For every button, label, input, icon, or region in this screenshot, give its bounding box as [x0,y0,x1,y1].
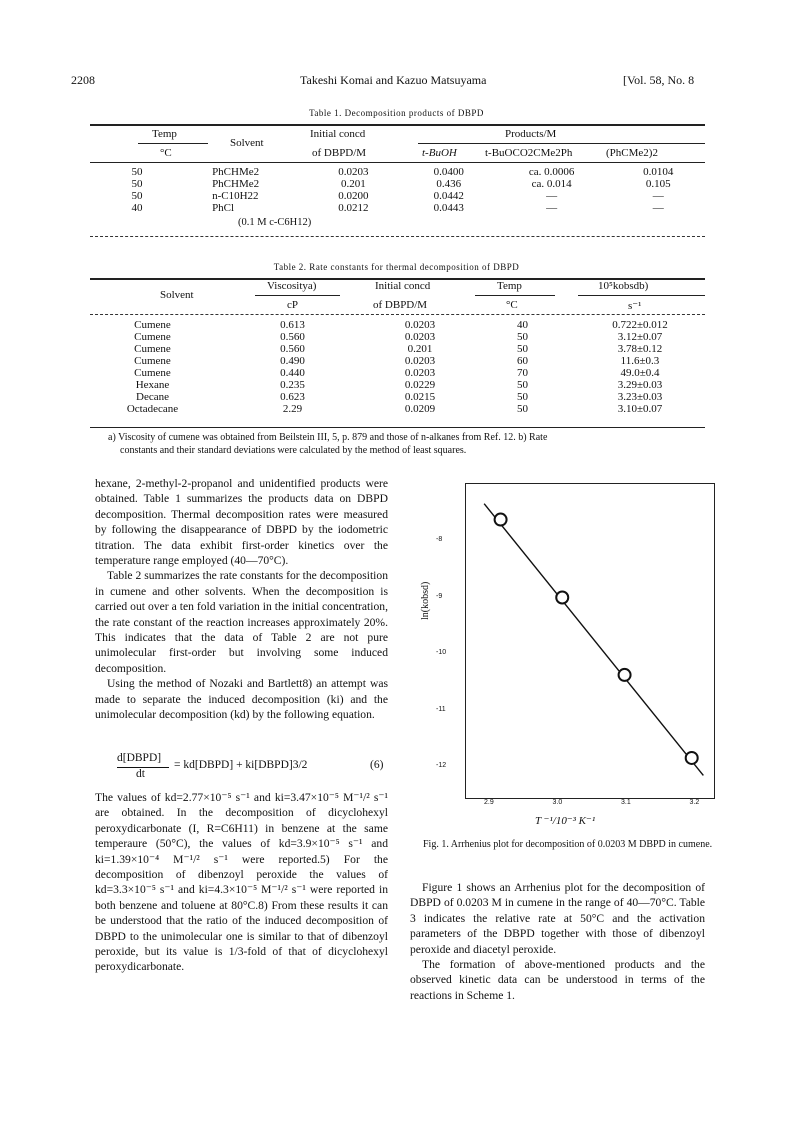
table2-header-initial-concd: Initial concd [375,280,431,292]
table2-header-underline-temp [475,295,555,296]
table2-cell: 0.0203 [404,319,436,331]
table2-cell: Decane [136,391,169,403]
table1-cell: 0.0200 [338,190,369,202]
table2-cell: 0.722±0.012 [612,319,668,331]
table2-cell: Octadecane [126,403,179,415]
table2-footnote-line2: constants and their standard deviations were calculated by the method of least squares. [120,445,467,456]
table2-header-rate-unit: s⁻¹ [628,300,642,312]
table2-cell: 0.0203 [404,367,436,379]
table2-bottom-rule [90,427,705,428]
table2-cell: Cumene [134,343,171,355]
x-tick-label: 2.9 [484,799,494,806]
table2-cell: Cumene [134,355,171,367]
table2-caption: Table 2. Rate constants for thermal decomposition of DBPD [273,262,520,272]
table2-cell: 0.490 [280,355,305,367]
table2-footnote-line1: a) Viscosity of cumene was obtained from Beilstein III, 5, p. 879 and those of n-alkanes from Ref. 12. b) Rate [108,432,548,443]
table1-row [90,190,705,202]
table2-body [90,319,705,415]
table2-cell: 0.560 [280,331,305,343]
running-header-authors: Takeshi Komai and Kazuo Matsuyama [300,73,487,87]
table1-header-initial-concd: Initial concd [310,128,366,140]
table1-cell: 0.436 [436,178,462,190]
left-column-text [95,476,388,723]
table2-cell: 3.12±0.07 [617,331,663,343]
y-tick-label: -8 [436,536,443,543]
table1-cell: 0.201 [341,178,366,190]
table2-header-rate: 10⁵kobsdb) [598,280,649,292]
table1-header-tbuoh: t-BuOH [422,147,457,159]
table1-cell: 0.0104 [643,166,674,178]
equation-number: (6) [370,759,384,771]
x-tick-label: 3.1 [621,799,631,806]
x-tick-label: 3.2 [689,799,700,806]
table2-cell: 0.235 [280,379,305,391]
table1-header-solvent: Solvent [230,137,264,149]
table2-row [90,391,705,403]
table2-header-initial-concd-unit: of DBPD/M [373,299,428,311]
table1-header-underline-temp [138,143,208,144]
table1-header-underline-products [418,143,705,144]
table2-header-viscosity: Viscositya) [267,280,317,292]
table1-cell: 40 [131,202,143,214]
table1-header-temp: Temp [152,128,177,140]
table2-cell: 50 [517,403,528,415]
y-tick-label: -11 [436,705,446,713]
table2-cell: 50 [517,331,528,343]
table1-header-dicumyl: (PhCMe2)2 [606,147,658,159]
table2-cell: 50 [517,379,528,391]
y-tick-label: -12 [436,762,447,769]
table2-cell: 49.0±0.4 [620,367,660,379]
right-paragraph-1: Figure 1 shows an Arrhenius plot for the decomposition of DBPD of 0.0203 M in cumene in the range of 40—70°C. Table 3 indicates the relative rate at 50°C and the activation parameters of the DBPD together with those of dibenzoyl peroxide and diacetyl peroxide. [410,881,705,956]
table2-cell: 70 [517,367,528,379]
table1-cell: 0.105 [645,178,671,190]
table1-row [90,178,705,190]
table1-cell: 50 [131,190,143,202]
figure1-caption: Fig. 1. Arrhenius plot for decomposition of 0.0203 M DBPD in cumene. [423,839,713,850]
left-column-text-continued [95,790,388,975]
running-header-volume: [Vol. 58, No. 8 [623,73,695,87]
table2-header-temp-unit: °C [506,299,518,311]
table1-header-temp-unit: °C [160,147,172,159]
page-number: 2208 [71,73,95,87]
table2-cell: 0.440 [280,367,305,379]
table1-top-rule [90,124,705,126]
equation-lhs-bottom: dt [136,768,145,780]
table1-cell: — [546,202,558,214]
table1-cell: 50 [131,166,143,178]
table1-header-initial-concd-unit: of DBPD/M [312,147,367,159]
table2-cell: 50 [517,391,528,403]
table1-cell: PhCHMe2 [212,166,260,178]
table1-cell: — [546,190,558,202]
table2-cell: 0.0203 [404,331,436,343]
figure1-arrhenius-plot [466,484,714,798]
table1-cell: PhCHMe2 [212,178,260,190]
table2-header-underline-viscosity [255,295,340,296]
table1-cell: n-C10H22 [212,190,259,202]
x-tick-label: 3.0 [552,799,563,806]
equation-rhs: = kd[DBPD] + ki[DBPD]3/2 [174,759,308,771]
table2-cell: 0.613 [280,319,305,331]
table2-cell: Cumene [134,319,171,331]
table1-cell: 0.0442 [433,190,464,202]
table1-cell: 50 [131,178,143,190]
table1-header-products: Products/M [505,128,557,140]
fit-line [484,504,703,776]
y-tick-label: -10 [436,649,447,656]
table2-row [90,331,705,343]
table2-cell: 0.201 [407,343,433,355]
table2-cell: 3.78±0.12 [617,343,663,355]
table2-cell: Cumene [134,367,171,379]
table1-row-note: (0.1 M c-C6H12) [238,217,312,228]
table2-cell: 3.23±0.03 [617,391,663,403]
figure1-xlabel: T ⁻¹/10⁻³ K⁻¹ [535,815,596,827]
table2-cell: 0.0229 [404,379,436,391]
table2-row [90,379,705,391]
table2-cell: 0.623 [280,391,305,403]
table1-row [90,166,705,178]
table1-row [90,202,705,214]
table2-row [90,403,705,415]
table2-cell: 0.560 [280,343,305,355]
table2-cell: Hexane [135,379,170,391]
table1-cell: ca. 0.014 [531,178,572,190]
table2-cell: Cumene [134,331,171,343]
table2-row [90,319,705,331]
table1-cell: 0.0400 [433,166,464,178]
figure1-frame [465,483,715,799]
table2-cell: 0.0203 [404,355,436,367]
table2-cell: 11.6±0.3 [620,355,660,367]
table2-header-underline-rate [578,295,705,296]
table2-cell: 0.0215 [404,391,436,403]
figure1-ylabel: ln(kobsd) [420,581,431,620]
data-point [686,752,698,764]
table2-row [90,355,705,367]
right-paragraph-2: The formation of above-mentioned products and the observed kinetic data can be understood in terms of the reactions in Scheme 1. [410,958,705,1002]
left-paragraph-1: hexane, 2-methyl-2-propanol and unidentified products were obtained. Table 1 summarizes the products data on DBPD decomposition. Thermal decomposition rates were measured by following the disappearance of DBPD by the iodometric titration. The data exhibit first-order kinetics over the temperature range employed (40—70°C). [95,477,388,568]
table2-header-viscosity-unit: cP [287,299,298,311]
table2-cell: 3.29±0.03 [617,379,663,391]
table1-header-rule [90,162,705,163]
data-point [556,592,568,604]
y-tick-label: -9 [436,592,443,600]
right-column-text [410,880,705,1003]
table1-body [90,166,705,214]
table1-header-perester: t-BuOCO2CMe2Ph [485,147,573,159]
table1-bottom-rule [90,236,705,237]
table2-row [90,367,705,379]
table2-cell: 50 [517,343,528,355]
table2-cell: 3.10±0.07 [617,403,663,415]
equation-lhs-top: d[DBPD] [117,752,162,764]
table2-header-solvent: Solvent [160,289,194,301]
table1-cell: ca. 0.0006 [528,166,575,178]
table2-cell: 60 [517,355,528,367]
table1-cell: 0.0212 [338,202,369,214]
table2-row [90,343,705,355]
table1-cell: PhCl [212,202,235,214]
data-point [619,669,631,681]
table2-cell: 2.29 [282,403,303,415]
table1-cell: 0.0443 [433,202,464,214]
left-paragraph-4: The values of kd=2.77×10⁻⁵ s⁻¹ and ki=3.47×10⁻⁵ M⁻¹/² s⁻¹ are obtained. In the decomposition of dicyclohexyl peroxydicarbonate (I, R=C6H11) in benzene at the same temperaure (50°C), the values of kd=3.9×10⁻⁵ s⁻¹ and ki=1.39×10⁻⁴ M⁻¹/² s⁻¹ were reported.5) For the decomposition of dibenzoyl peroxide the values of kd=3.3×10⁻⁵ s⁻¹ and ki=4.3×10⁻⁵ M⁻¹/² s⁻¹ were reported in both benzene and toluene at 80°C.8) From these results it can be understood that the ratio of the induced decomposition of DBPD to the unimolecular one is similar to that of dibenzoyl peroxide, but its value is 1/3-fold of that of dicyclohexyl peroxydicarbonate. [95,791,388,974]
table2-cell: 40 [517,319,528,331]
table2-header-rule [90,314,705,315]
table2-cell: 0.0209 [404,403,436,415]
table1-cell: — [652,190,664,202]
left-paragraph-2: Table 2 summarizes the rate constants for the decomposition in cumene and other solvents. When the decomposition is carried out over a ten fold variation in the initial concentration, the rate constant of the reaction increases approximately 20%. This indicates that the data of Table 2 are not pure unimolecular first-order but involving some induced decomposition. [95,569,388,675]
table1-cell: — [652,202,664,214]
table1-cell: 0.0203 [338,166,369,178]
data-point [495,514,507,526]
table1-caption: Table 1. Decomposition products of DBPD [309,108,484,118]
left-paragraph-3: Using the method of Nozaki and Bartlett8) an attempt was made to separate the induced decomposition (ki) and the unimolecular decomposition (kd) by the following equation. [95,677,388,722]
table2-header-temp: Temp [497,280,522,292]
